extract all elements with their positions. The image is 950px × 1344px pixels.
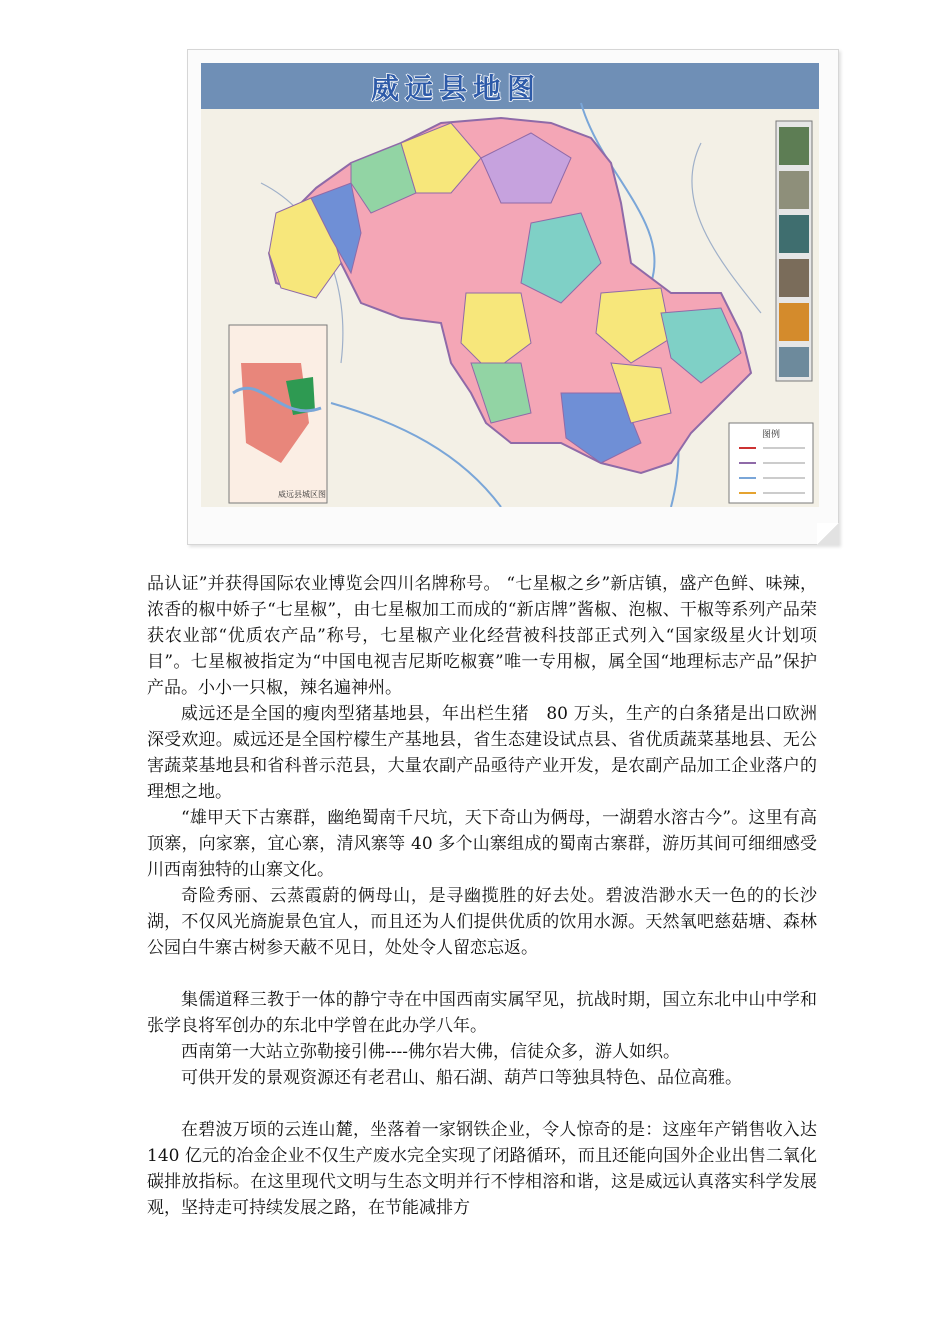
photo-thumbnail [779,171,809,209]
paragraph: 集儒道释三教于一体的静宁寺在中国西南实属罕见，抗战时期，国立东北中山中学和张学良将军创办的东北中学曾在此办学八年。 [147,990,817,1036]
paragraph: 可供开发的景观资源还有老君山、船石湖、葫芦口等独具特色、品位高雅。 [181,1068,742,1088]
photo-thumbnail [779,347,809,377]
photo-thumbnail [779,303,809,341]
page-curl [817,523,839,545]
paragraph: 品认证”并获得国际农业博览会四川名牌称号。 “七星椒之乡”新店镇，盛产色鲜、味辣，浓香的椒中娇子“七星椒”，由七星椒加工而成的“新店牌”酱椒、泡椒、干椒等系列产品荣获农业部“优质农产品”称号，七星椒产业化经营被科技部正式列入“国家级星火计划项目”。七星椒被指定为“中国电视吉尼斯吃椒赛”唯一专用椒，属全国“地理标志产品”保护产品。小小一只椒，辣名遍神州。 [147,574,817,698]
article-body [147,571,817,1221]
paragraph: 威远还是全国的瘦肉型猪基地县，年出栏生猪 80 万头，生产的白条猪是出口欧洲深受欢迎。威远还是全国柠檬生产基地县，省生态建设试点县、省优质蔬菜基地县、无公害蔬菜基地县和省科普示范县，大量农副产品亟待产业开发，是农副产品加工企业落户的理想之地。 [147,704,817,802]
photo-thumbnail [779,215,809,253]
county-map-svg [201,63,819,507]
photo-thumbnail [779,127,809,165]
paragraph: 奇险秀丽、云蒸霞蔚的俩母山，是寻幽揽胜的好去处。碧波浩渺水天一色的的长沙湖，不仅风光旖旎景色宜人，而且还为人们提供优质的饮用水源。天然氧吧慈菇塘、森林公园白牛寨古树参天蔽不见日，处处令人留恋忘返。 [147,886,817,958]
map-title: 威远县地图 [371,72,542,105]
legend-box-icon [729,423,813,503]
photo-strip-icon [776,121,812,381]
photo-thumbnail [779,259,809,297]
paragraph: “雄甲天下古寨群，幽绝蜀南千尺坑，天下奇山为俩母，一湖碧水溶古今”。这里有高顶寨，向家寨，宜心寨，清风寨等 40 多个山寨组成的蜀南古寨群，游历其间可细细感受川西南独特的山寨文化。 [147,808,817,880]
paragraph: 在碧波万顷的云连山麓，坐落着一家钢铁企业，令人惊奇的是：这座年产销售收入达 140 亿元的冶金企业不仅生产废水完全实现了闭路循环，而且还能向国外企业出售二氧化碳排放指标。在这里现代文明与生态文明并行不悖相溶和谐，这是威远认真落实科学发展观，坚持走可持续发展之路，在节能减排方 [147,1120,817,1218]
inset-caption: 威远县城区图 [278,490,326,499]
map-figure [187,49,839,545]
county-map-image [201,63,819,507]
legend-caption: 图例 [761,430,781,440]
paragraph: 西南第一大站立弥勒接引佛----佛尔岩大佛，信徒众多，游人如织。 [181,1042,680,1062]
